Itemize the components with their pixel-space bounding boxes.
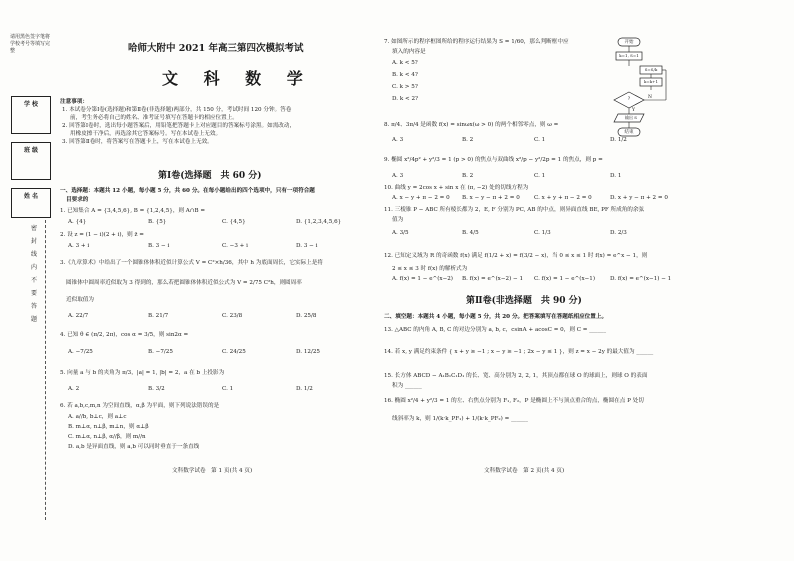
question-stem: 3.《九章算术》中给出了一个圆锥体体积近似计算公式 V = C²×h/36，其中 h 为底面周长，它实际上是将 (60, 260, 323, 266)
option[interactable]: D. k < 2? (392, 96, 419, 102)
option[interactable]: D. 1/2 (296, 386, 313, 392)
question-15: 15. 长方体 ABCD − A₁B₁C₁D₁ 的长、宽、高分别为 2, 2, 1，其顶点都在球 O 的球面上，则球 O 的表面 (384, 373, 648, 379)
option[interactable]: B. f(x) = e^(x−2) − 1 (462, 276, 524, 282)
question-15-cont: 积为 ______ (392, 383, 422, 389)
question-stem: 值为 (392, 217, 404, 223)
question-16: 16. 椭圆 x²/4 + y²/3 = 1 的左、右焦点分别为 F₁, F₂，P 是椭圆上不与顶点重合的点，椭圆在点 P 处切 (384, 398, 644, 404)
option[interactable]: D. 12/25 (296, 349, 320, 355)
option[interactable]: C. 24/25 (222, 349, 246, 355)
option[interactable]: B. 3 − i (148, 243, 170, 249)
option[interactable]: B. {5} (148, 219, 167, 225)
question-stem: 6. 若 a,b,c,m,n 为空间直线，α,β 为平面，则下列说法错误的是 (60, 403, 220, 409)
option[interactable]: A. a//b, b⊥c，则 a⊥c (68, 414, 127, 420)
option[interactable]: A. 3 (392, 173, 404, 179)
flowchart-condition: ? (627, 97, 631, 102)
option[interactable]: B. x − y − π + 2 = 0 (462, 195, 520, 201)
option[interactable]: D. f(x) = e^(x−1) − 1 (610, 276, 672, 282)
question-stem: 11. 三棱锥 P − ABC 所有棱长都为 2，E, F 分别为 PC, AB 的中点，则异面直线 BE, PF 所成角的余弦 (384, 207, 645, 213)
class-box[interactable] (11, 142, 51, 180)
name-label: 姓 名 (23, 193, 39, 200)
question-stem: 近似取值为 (66, 297, 94, 303)
option[interactable]: B. m⊥α, n⊥β, m⊥n，则 α⊥β (68, 424, 149, 430)
note-line: 前，考生务必将自己的姓名、准考证号填写在答题卡的相应位置上。 (70, 115, 238, 121)
page-footer-right: 文科数学试卷 第 2 页(共 4 页) (484, 468, 565, 474)
option[interactable]: A. k < 5? (392, 60, 418, 66)
option[interactable]: A. f(x) = 1 − e^(x−2) (392, 276, 453, 282)
question-stem: 4. 已知 θ ∈ (π/2, 2π)，cos α = 3/5，则 sin2α = (60, 332, 189, 338)
exam-title: 哈师大附中 2021 年高三第四次模拟考试 (128, 43, 304, 54)
flowchart-end: 结束 (624, 130, 634, 135)
question-stem: 12. 已知定义域为 R 的奇函数 f(x) 满足 f(1/2 + x) = f(3/2 − x)，当 0 ≤ x ≤ 1 时 f(x) = e^x − 1，则 (384, 253, 648, 259)
option[interactable]: D. 1 (610, 173, 622, 179)
question-stem: 2 ≤ x ≤ 3 时 f(x) 的解析式为 (392, 266, 468, 272)
option[interactable]: C. {4,5} (222, 219, 246, 225)
part1-heading: 第Ⅰ卷(选择题 共 60 分) (158, 171, 262, 181)
option[interactable]: C. 1/3 (534, 230, 551, 236)
question-stem: 填入的内容是 (392, 49, 426, 55)
option[interactable]: A. {4} (68, 219, 87, 225)
question-16-cont: 线斜率为 k，则 1/(k·k_PF₁) + 1/(k·k_PF₂) = ______ (392, 416, 528, 422)
school-label: 学 校 (23, 101, 39, 108)
option[interactable]: A. 2 (68, 386, 80, 392)
option[interactable]: A. 3 (392, 137, 404, 143)
flowchart-no: N (648, 95, 652, 100)
school-box[interactable] (11, 96, 51, 134)
part1-instruction: 目要求的 (66, 197, 89, 203)
option[interactable]: A. x − y + π − 2 = 0 (392, 195, 450, 201)
flowchart-output: 输出 S (624, 115, 637, 120)
flowchart (604, 36, 670, 140)
option[interactable]: D. x + y − π + 2 = 0 (610, 195, 668, 201)
side-note: 请用黑色签字笔将学校考号等填写完整 (10, 34, 51, 54)
question-stem: 7. 如图所示的程序框图所给的程序运行结果为 S = 1/60，那么判断框中应 (384, 39, 569, 45)
flowchart-body: S=S/k (644, 67, 658, 72)
option[interactable]: C. f(x) = 1 − e^(x−1) (534, 276, 596, 282)
notes-label: 注意事项： (60, 99, 88, 105)
option[interactable]: B. 2 (462, 137, 474, 143)
part2-heading: 第Ⅱ卷(非选择题 共 90 分) (466, 296, 582, 306)
option[interactable]: D. 25/8 (296, 313, 317, 319)
option[interactable]: B. 2 (462, 173, 474, 179)
option[interactable]: C. m⊥α, n⊥β, α//β，则 m//n (68, 434, 146, 440)
option[interactable]: C. 1 (222, 386, 234, 392)
question-13: 13. △ABC 的内角 A, B, C 的对边分别为 a, b, c，csinA + acosC = 0，则 C = ______ (384, 327, 606, 333)
question-stem: 8. π/4、3π/4 是函数 f(x) = sinωx(ω > 0) 的两个相邻零点，则 ω = (384, 122, 559, 128)
option[interactable]: C. x + y + π − 2 = 0 (534, 195, 592, 201)
option[interactable]: B. 21/7 (148, 313, 169, 319)
flowchart-yes: Y (632, 108, 635, 113)
question-stem: 9. 椭圆 x²/4p² + y²/3 = 1 (p > 0) 的焦点与双曲线 x²/p − y²/2p = 1 的焦点，则 p = (384, 157, 603, 163)
option[interactable]: C. 23/8 (222, 313, 243, 319)
option[interactable]: D. 3 − i (296, 243, 318, 249)
note-line: 用橡皮擦干净后，再选涂其它答案标号。写在本试卷上无效。 (70, 131, 222, 137)
part1-instruction: 一、选择题：本题共 12 小题，每小题 5 分，共 60 分。在每小题给出的四个选项中，只有一项符合题 (60, 188, 315, 194)
option[interactable]: A. 3/5 (392, 230, 409, 236)
flowchart-step: k=k+1 (643, 79, 659, 84)
option[interactable]: B. k < 4? (392, 72, 418, 78)
flowchart-init: k=1, S=1 (619, 53, 639, 58)
question-stem: 10. 曲线 y = 2cos x + sin x 在 (π, −2) 处的切线方程为 (384, 185, 529, 191)
option[interactable]: D. a,b 是异面直线，则 a,b 可以同时垂直于一条直线 (68, 444, 200, 450)
option[interactable]: D. {1,2,3,4,5,6} (296, 219, 342, 225)
name-box[interactable] (11, 188, 51, 218)
seal-line-text: 密 封 线 内 不 要 答 题 (31, 225, 38, 323)
option[interactable]: C. 1 (534, 173, 546, 179)
option[interactable]: B. 4/5 (462, 230, 479, 236)
class-label: 班 级 (23, 147, 39, 154)
option[interactable]: A. −7/25 (68, 349, 93, 355)
option[interactable]: D. 2/3 (610, 230, 627, 236)
note-line: 2. 回答第Ⅰ卷时，选出每小题答案后，用铅笔把答题卡上对应题目的答案标号涂黑。如需改动， (62, 123, 296, 129)
option[interactable]: B. 3/2 (148, 386, 165, 392)
seal-dashed-line (45, 220, 46, 520)
option[interactable]: C. −3 + i (222, 243, 248, 249)
option[interactable]: A. 22/7 (68, 313, 89, 319)
question-14: 14. 若 x, y 满足约束条件 { x + y ≥ −1 ; x − y ≥ −1 ; 2x − y ≤ 1 }，则 z = x − 2y 的最大值为 ______ (384, 349, 654, 355)
option[interactable]: B. −7/25 (148, 349, 173, 355)
option[interactable]: C. k > 5? (392, 84, 418, 90)
note-line: 3. 回答第Ⅱ卷时，将答案写在答题卡上，写在本试卷上无效。 (62, 139, 213, 145)
subject-title: 文 科 数 学 (162, 69, 313, 88)
note-line: 1. 本试卷分第Ⅰ卷(选择题)和第Ⅱ卷(非选择题)两部分，共 150 分，考试时间 120 分钟。答卷 (62, 107, 292, 113)
part2-instruction: 二、填空题：本题共 4 小题，每小题 5 分，共 20 分。把答案填写在答题纸相应位置上。 (384, 314, 608, 320)
option[interactable]: A. 3 + i (68, 243, 90, 249)
question-stem: 1. 已知集合 A = {3,4,5,6}, B = {1,2,4,5}，则 A∩B = (60, 208, 206, 214)
option[interactable]: D. 1/2 (610, 137, 627, 143)
page-footer-left: 文科数学试卷 第 1 页(共 4 页) (172, 468, 253, 474)
option[interactable]: C. 1 (534, 137, 546, 143)
question-stem: 2. 设 z = (1 − i)(2 + i)，则 z̄ = (60, 232, 144, 238)
flowchart-start: 开始 (624, 40, 634, 45)
question-stem: 圆锥体中圆周率近似取为 3 得到的，那么若把圆锥体体积近似公式为 V = 2/75 C²h，则圆周率 (66, 280, 302, 286)
question-stem: 5. 向量 a 与 b 的夹角为 π/3，|a| = 1, |b| = 2，a 在 b 上投影为 (60, 370, 225, 376)
